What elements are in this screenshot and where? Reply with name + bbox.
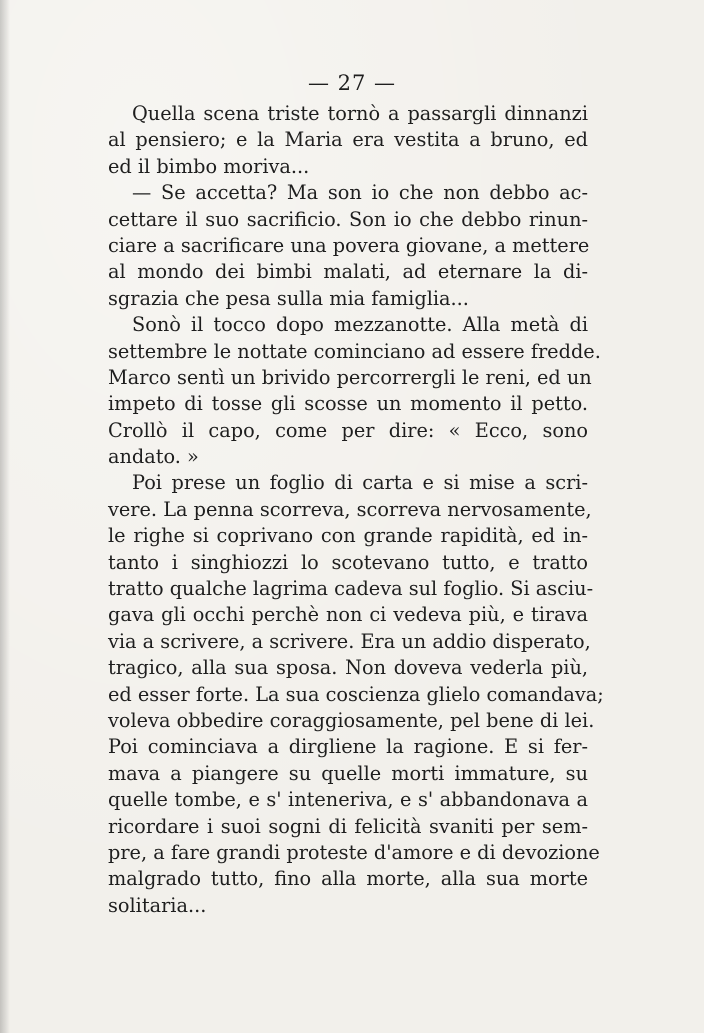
text-line: voleva obbedire coraggiosamente, pel bene di lei. [108,708,595,732]
text-line: cettare il suo sacrificio. Son io che debbo rinun- [108,207,588,231]
text-line: sgrazia che pesa sulla mia famiglia... [108,286,469,310]
text-line: malgrado tutto, fino alla morte, alla sua morte [108,867,588,891]
text-line: settembre le nottate cominciano ad essere fredde. [108,339,601,363]
text-line: quelle tombe, e s' inteneriva, e s' abbandonava a [108,788,588,812]
text-line: solitaria... [108,893,207,917]
text-line: Quella scena triste tornò a passargli dinnanzi [132,102,588,125]
text-line: ciare a sacrificare una povera giovane, a mettere [108,233,590,257]
body-text [108,101,604,919]
text-line: Marco sentì un brivido percorrergli le reni, ed un [108,365,592,389]
text-line: impeto di tosse gli scosse un momento il petto. [108,392,588,416]
text-line: Poi cominciava a dirgliene la ragione. E si fer- [108,735,588,759]
text-line: ricordare i suoi sogni di felicità svaniti per sem- [108,814,588,838]
text-line: al pensiero; e la Maria era vestita a bruno, ed [108,128,588,152]
text-line: al mondo dei bimbi malati, ad eternare la di- [108,260,588,284]
text-line: tratto qualche lagrima cadeva sul foglio. Si asciu- [108,577,594,601]
text-line: tragico, alla sua sposa. Non doveva vederla più, [108,656,588,680]
text-line: Sonò il tocco dopo mezzanotte. Alla metà di [132,313,588,337]
text-line: tanto i singhiozzi lo scotevano tutto, e tratto [108,550,588,574]
text-line: ed il bimbo moriva... [108,154,310,178]
page-number: — 27 — [307,71,397,95]
text-line: Crollò il capo, come per dire: « Ecco, sono [108,418,588,442]
text-line: mava a piangere su quelle morti immature, su [108,761,588,785]
text-line: — Se accetta? Ma son io che non debbo ac- [132,181,588,205]
text-line: Poi prese un foglio di carta e si mise a scri- [132,471,588,495]
text-line: le righe si coprivano con grande rapidità, ed in- [108,524,588,548]
text-line: pre, a fare grandi proteste d'amore e di devozione [108,840,600,864]
text-line: vere. La penna scorreva, scorreva nervosamente, [108,497,592,521]
text-line: ed esser forte. La sua coscienza glielo comandava; [108,682,604,706]
text-line: gava gli occhi perchè non ci vedeva più, e tirava [108,603,588,627]
text-line: via a scrivere, a scrivere. Era un addio disperato, [108,629,591,653]
text-line: andato. » [108,445,199,469]
page-binding-shadow [0,0,10,1033]
